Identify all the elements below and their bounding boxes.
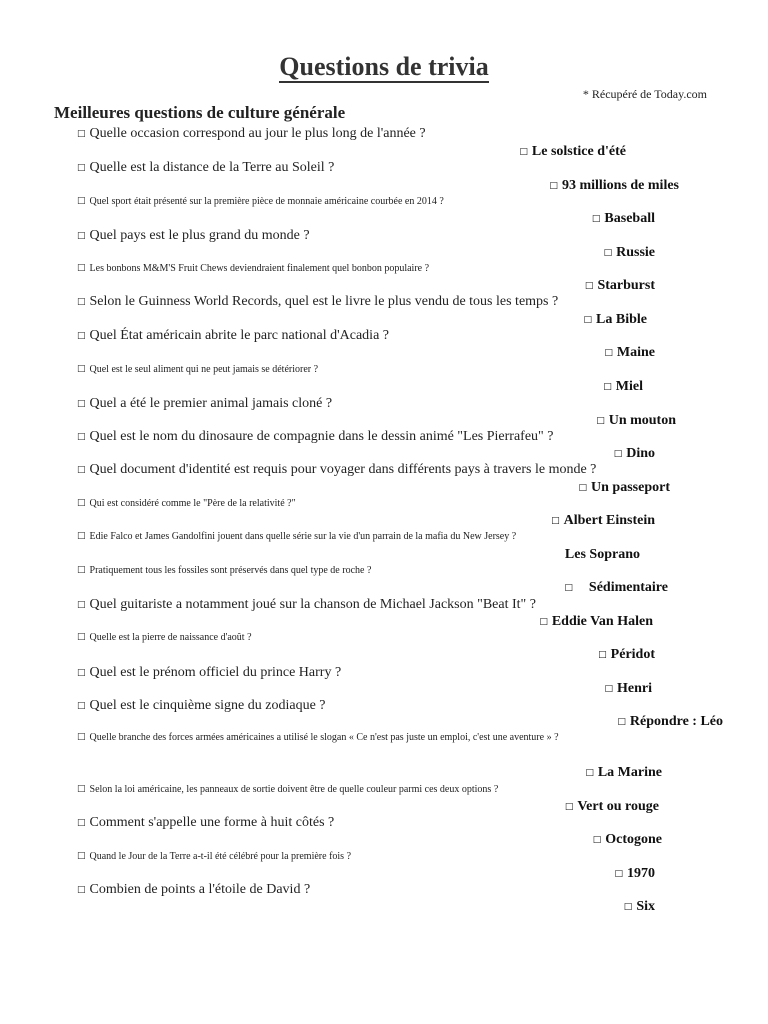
source-note: * Récupéré de Today.com (582, 87, 707, 101)
checkbox-icon: □ (564, 802, 574, 812)
checkbox-icon: □ (77, 885, 86, 895)
question-text: □ Quel sport était présenté sur la première pièce de monnaie américaine courbée en 2014 ? (77, 196, 444, 207)
checkbox-icon: □ (583, 315, 593, 325)
answer-text: □ Un passeport (578, 480, 670, 495)
checkbox-icon: □ (596, 416, 605, 426)
question-text: □ Quel a été le premier animal jamais cloné ? (77, 396, 333, 411)
checkbox-icon: □ (77, 263, 86, 273)
checkbox-icon: □ (77, 818, 86, 828)
checkbox-icon: □ (585, 768, 594, 778)
question-text: □ Selon la loi américaine, les panneaux de sortie doivent être de quelle couleur parmi ces deux options ? (77, 784, 499, 795)
answer-text: □ Un mouton (596, 413, 676, 428)
checkbox-icon: □ (591, 214, 601, 224)
checkbox-icon: □ (77, 331, 86, 341)
checkbox-icon: □ (549, 181, 558, 191)
checkbox-icon: □ (77, 565, 86, 575)
question-text: □ Quel est le cinquième signe du zodiaque ? (77, 698, 326, 713)
section-heading: Meilleures questions de culture générale (54, 103, 346, 122)
question-text: □ Quel est le prénom officiel du prince Harry ? (77, 665, 342, 680)
checkbox-icon: □ (77, 196, 86, 206)
answer-text: □ Baseball (591, 211, 655, 226)
question-text: □ Edie Falco et James Gandolfini jouent dans quelle série sur la vie d'un parrain de la mafia du New Jersey ? (77, 531, 517, 542)
checkbox-icon: □ (77, 732, 86, 742)
question-text: □ Quel État américain abrite le parc national d'Acadia ? (77, 328, 389, 343)
answer-text: □ Octogone (592, 832, 662, 847)
checkbox-icon: □ (77, 600, 86, 610)
answer-text: □ Starburst (584, 278, 655, 293)
checkbox-icon: □ (623, 902, 633, 912)
answer-text: □ Eddie Van Halen (539, 614, 653, 629)
checkbox-icon: □ (77, 129, 86, 139)
checkbox-icon: □ (77, 465, 86, 475)
checkbox-icon: □ (551, 516, 560, 526)
question-text: □ Quel est le nom du dinosaure de compagnie dans le dessin animé "Les Pierrafeu" ? (77, 429, 554, 444)
checkbox-icon: □ (584, 281, 594, 291)
answer-text: □ Dino (613, 446, 655, 461)
question-text: □ Quelle est la distance de la Terre au Soleil ? (77, 160, 335, 175)
checkbox-icon: □ (598, 650, 607, 660)
answer-text: □ Péridot (598, 647, 655, 662)
checkbox-icon: □ (77, 399, 86, 409)
page-title: Questions de trivia (279, 52, 489, 81)
question-text: □ Pratiquement tous les fossiles sont préservés dans quel type de roche ? (77, 565, 372, 576)
answer-text: □ 1970 (614, 866, 655, 881)
checkbox-icon: □ (77, 531, 86, 541)
question-text: □ Quel pays est le plus grand du monde ? (77, 228, 310, 243)
checkbox-icon: □ (77, 231, 86, 241)
checkbox-icon: □ (539, 617, 548, 627)
question-text: □ Comment s'appelle une forme à huit côtés ? (77, 815, 335, 830)
checkbox-icon: □ (77, 784, 86, 794)
checkbox-icon: □ (603, 248, 613, 258)
question-text: □ Quelle branche des forces armées américaines a utilisé le slogan « Ce n'est pas juste un emploi, c'est une aventure » ? (77, 732, 559, 743)
question-text: □ Quelle occasion correspond au jour le plus long de l'année ? (77, 126, 426, 141)
answer-text: □ Le solstice d'été (519, 144, 626, 159)
answer-text: □ 93 millions de miles (549, 178, 679, 193)
checkbox-icon: □ (614, 869, 623, 879)
checkbox-icon: □ (77, 668, 86, 678)
question-text: □ Quel guitariste a notamment joué sur la chanson de Michael Jackson "Beat It" ? (77, 597, 536, 612)
answer-text: □ Albert Einstein (551, 513, 655, 528)
answer-text: □ Vert ou rouge (564, 799, 659, 814)
checkbox-icon: □ (564, 583, 573, 593)
checkbox-icon: □ (604, 684, 613, 694)
answer-text: □ Russie (603, 245, 655, 260)
checkbox-icon: □ (77, 498, 86, 508)
checkbox-icon: □ (604, 348, 613, 358)
checkbox-icon: □ (578, 483, 588, 493)
checkbox-icon: □ (77, 364, 86, 374)
checkbox-icon: □ (77, 701, 86, 711)
question-text: □ Quelle est la pierre de naissance d'août ? (77, 632, 252, 643)
answer-text: □ Répondre : Léo (617, 714, 723, 729)
answer-text: □ Miel (603, 379, 643, 394)
checkbox-icon: □ (77, 851, 86, 861)
question-text: □ Quel est le seul aliment qui ne peut jamais se détériorer ? (77, 364, 319, 375)
answer-text: □ La Marine (585, 765, 662, 780)
checkbox-icon: □ (77, 632, 86, 642)
checkbox-icon: □ (77, 432, 86, 442)
checkbox-icon: □ (592, 835, 602, 845)
answer-text: □ Six (623, 899, 655, 914)
answer-text: Les Soprano (564, 547, 640, 562)
question-text: □ Selon le Guinness World Records, quel est le livre le plus vendu de tous les temps ? (77, 294, 559, 309)
checkbox-icon: □ (617, 717, 626, 727)
answer-text: □ La Bible (583, 312, 647, 327)
question-text: □ Quel document d'identité est requis pour voyager dans différents pays à travers le monde ? (77, 462, 597, 477)
checkbox-icon: □ (613, 449, 623, 459)
checkbox-icon: □ (77, 297, 86, 307)
checkbox-icon: □ (519, 147, 528, 157)
question-text: □ Qui est considéré comme le "Père de la relativité ?" (77, 498, 296, 509)
question-text: □ Les bonbons M&M'S Fruit Chews deviendraient finalement quel bonbon populaire ? (77, 263, 430, 274)
answer-text: □ Henri (604, 681, 652, 696)
answer-text: □ Maine (604, 345, 655, 360)
checkbox-icon: □ (603, 382, 612, 392)
question-text: □ Combien de points a l'étoile de David ? (77, 882, 311, 897)
question-text: □ Quand le Jour de la Terre a-t-il été célébré pour la première fois ? (77, 851, 352, 862)
checkbox-icon: □ (77, 163, 86, 173)
answer-text: □ Sédimentaire (564, 580, 668, 595)
